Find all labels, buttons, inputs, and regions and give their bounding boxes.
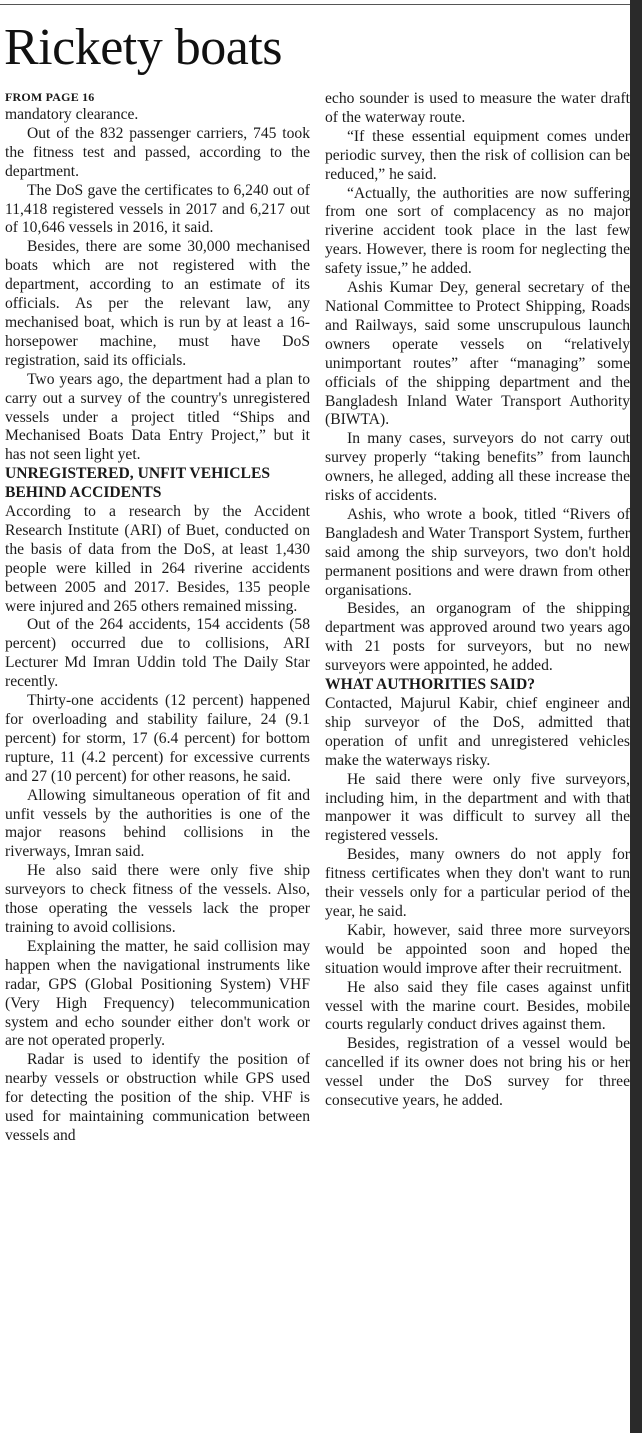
paragraph: Ashis, who wrote a book, titled “Rivers of Bangladesh and Water Transport System, further said among the ship surveyors, two don't hold permanent positions and were drawn from other organisations.: [325, 505, 630, 599]
page-edge-shadow: [630, 0, 642, 1433]
top-rule: [0, 4, 630, 5]
paragraph: Besides, there are some 30,000 mechanised boats which are not registered with the department, according to an estimate of its officials. As per the relevant law, any mechanised boat, which is run by at least a 16-horsepower machine, must have DoS registration, said its officials.: [5, 238, 310, 369]
paragraph: Besides, registration of a vessel would be cancelled if its owner does not bring his or her vessel under the DoS survey for three consecutive years, he added.: [325, 1035, 630, 1110]
continued-from-label: FROM PAGE 16: [5, 90, 95, 104]
paragraph: Kabir, however, said three more surveyors would be appointed soon and hoped the situation would improve after their recruitment.: [325, 921, 630, 977]
paragraph: “Actually, the authorities are now suffering from one sort of complacency as no major riverine accident took place in the last few years. However, there is room for neglecting the safety issue,” he added.: [325, 184, 630, 278]
subheading-unregistered-unfit: UNREGISTERED, UNFIT VEHICLES BEHIND ACCIDENTS: [5, 465, 271, 502]
paragraph: Besides, an organogram of the shipping department was approved around two years ago with 21 posts for surveyors, but no new surveyors were appointed, he added.: [325, 600, 630, 675]
paragraph: “If these essential equipment comes under periodic survey, then the risk of collision can be reduced,” he said.: [325, 127, 630, 183]
paragraph: Ashis Kumar Dey, general secretary of the National Committee to Protect Shipping, Roads and Railways, said some unscrupulous launch owners operate vessels on “relatively unimportant routes” after “managing” some officials of the shipping department and the Bangladesh Inland Water Transport Authority (BIWTA).: [325, 279, 630, 429]
paragraph: The DoS gave the certificates to 6,240 out of 11,418 registered vessels in 2017 and 6,217 out of 10,646 vessels in 2016, it said.: [5, 181, 310, 237]
subheading-what-authorities-said: WHAT AUTHORITIES SAID?: [325, 676, 535, 694]
paragraph: He also said they file cases against unfit vessel with the marine court. Besides, mobile courts regularly conduct drives against them.: [325, 978, 630, 1034]
paragraph: He also said there were only five ship surveyors to check fitness of the vessels. Also, those operating the vessels lack the proper training to avoid collisions.: [5, 862, 310, 936]
paragraph: Radar is used to identify the position of nearby vessels or obstruction while GPS used for detecting the position of the ship. VHF is used for maintaining communication between vessels and: [5, 1051, 310, 1144]
paragraph: Out of the 832 passenger carriers, 745 took the fitness test and passed, according to the department.: [5, 124, 310, 180]
paragraph: mandatory clearance.: [5, 106, 139, 123]
paragraph: Allowing simultaneous operation of fit and unfit vessels by the authorities is one of the major reasons behind collisions in the riverways, Imran said.: [5, 786, 310, 861]
paragraph: Besides, many owners do not apply for fitness certificates when they don't want to run their vessels only for a particular period of the year, he said.: [325, 846, 630, 920]
paragraph: echo sounder is used to measure the water draft of the waterway route.: [325, 90, 630, 126]
headline: Rickety boats: [4, 19, 283, 76]
right-column: [325, 90, 630, 1111]
left-column: [5, 88, 310, 1146]
paragraph: Thirty-one accidents (12 percent) happened for overloading and stability failure, 24 (9.1 percent) for storm, 17 (6.4 percent) for bottom rupture, 11 (4.2 percent) for excessive currents and 27 (10 percent) for other reasons, he said.: [5, 692, 310, 785]
paragraph: Out of the 264 accidents, 154 accidents (58 percent) occurred due to collisions, ARI Lecturer Md Imran Uddin told The Daily Star recently.: [5, 616, 310, 691]
paragraph: Two years ago, the department had a plan to carry out a survey of the country's unregistered vessels under a project titled “Ships and Mechanised Boats Data Entry Project,” but it has not seen light yet.: [5, 370, 310, 464]
paragraph: He said there were only five surveyors, including him, in the department and with that manpower it was difficult to survey all the registered vessels.: [325, 770, 630, 845]
paragraph: Explaining the matter, he said collision may happen when the navigational instruments like radar, GPS (Global Positioning System) VHF (Very High Frequency) telecommunication system and echo sounder either don't work or are not operated properly.: [5, 937, 310, 1050]
paragraph: According to a research by the Accident Research Institute (ARI) of Buet, conducted on the basis of data from the DoS, at least 1,430 people were killed in 264 riverine accidents between 2005 and 2017. Besides, 135 people were injured and 265 others remained missing.: [5, 503, 310, 615]
paragraph: In many cases, surveyors do not carry out survey properly “taking benefits” from launch owners, he alleged, adding all these increase the risks of accidents.: [325, 430, 630, 505]
paragraph: Contacted, Majurul Kabir, chief engineer and ship surveyor of the DoS, admitted that operation of unfit and unregistered vehicles make the waterways risky.: [325, 695, 630, 769]
